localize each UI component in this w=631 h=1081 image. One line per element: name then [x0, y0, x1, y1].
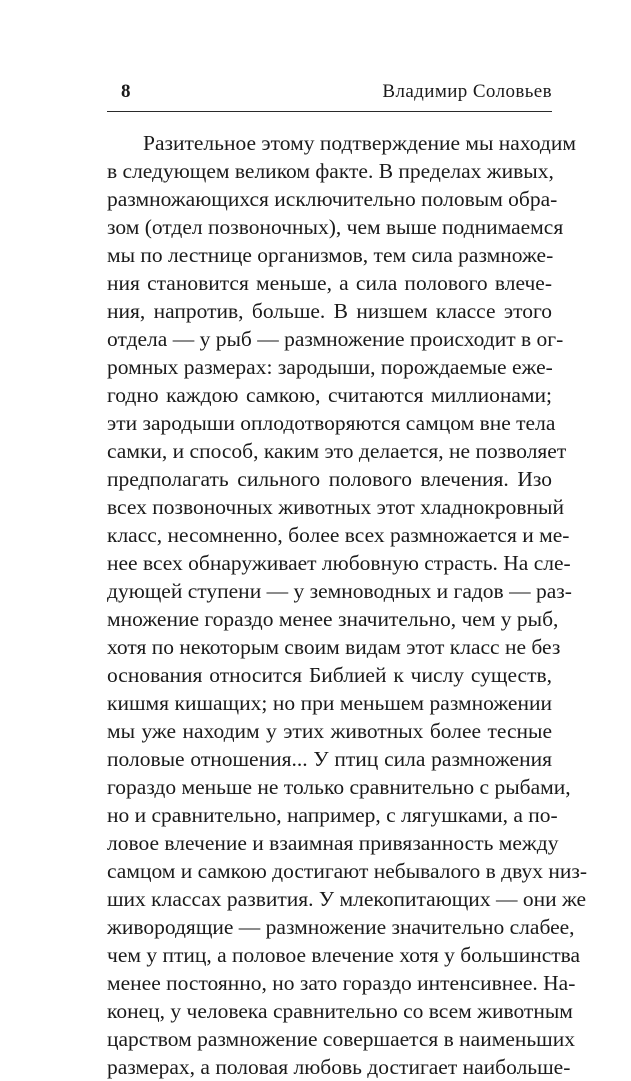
text-line: размножающихся исключительно половым обра-	[107, 187, 558, 211]
running-title-author: Владимир Соловьев	[382, 81, 552, 102]
text-line: эти зародыши оплодотворяются самцом вне тела	[107, 411, 556, 435]
text-line: всех позвоночных животных этот хладнокровный	[107, 495, 564, 519]
text-line: ния становится меньше, а сила полового влече-	[107, 271, 552, 295]
text-line: ния, напротив, больше. В низшем классе этого	[107, 299, 552, 323]
header-rule	[107, 111, 552, 112]
text-line: зом (отдел позвоночных), чем выше поднимаемся	[107, 215, 564, 239]
text-line: нее всех обнаруживает любовную страсть. На сле-	[107, 551, 571, 575]
text-line: Разительное этому подтверждение мы находим	[143, 131, 576, 155]
text-line: гораздо меньше не только сравнительно с рыбами,	[107, 775, 571, 799]
text-line: множение гораздо менее значительно, чем у рыб,	[107, 607, 559, 631]
text-line: годно каждою самкою, считаются миллионами;	[107, 383, 552, 407]
text-line: чем у птиц, а половое влечение хотя у большинства	[107, 943, 581, 967]
text-line: мы по лестнице организмов, тем сила размноже-	[107, 243, 554, 267]
text-line: основания относится Библией к числу существ,	[107, 663, 552, 687]
text-line: но и сравнительно, например, с лягушками, а по-	[107, 803, 558, 827]
text-line: класс, несомненно, более всех размножается и ме-	[107, 523, 570, 547]
text-line: половые отношения... У птиц сила размножения	[107, 747, 552, 771]
text-line: хотя по некоторым своим видам этот класс не без	[107, 635, 561, 659]
text-line: мы уже находим у этих животных более тесные	[107, 719, 552, 743]
text-line: живородящие — размножение значительно слабее,	[107, 915, 575, 939]
body-text	[107, 129, 588, 1081]
text-line: ромных размерах: зародыши, порождаемые еже-	[107, 355, 553, 379]
page-number: 8	[121, 81, 131, 102]
text-line: самцом и самкою достигают небывалого в двух низ-	[107, 859, 588, 883]
text-line: ловое влечение и взаимная привязанность между	[107, 831, 559, 855]
text-line: менее постоянно, но зато гораздо интенсивнее. На-	[107, 971, 576, 995]
text-line: размерах, а половая любовь достигает наибольше-	[107, 1055, 571, 1079]
text-line: конец, у человека сравнительно со всем животным	[107, 999, 573, 1023]
running-head	[107, 80, 552, 108]
text-line: кишмя кишащих; но при меньшем размножении	[107, 691, 552, 715]
text-line: отдела — у рыб — размножение происходит в ог-	[107, 327, 564, 351]
text-line: предполагать сильного полового влечения. Изо	[107, 467, 552, 491]
text-line: самки, и способ, каким это делается, не позволяет	[107, 439, 567, 463]
text-line: царством размножение совершается в наименьших	[107, 1027, 575, 1051]
text-line: в следующем великом факте. В пределах живых,	[107, 159, 554, 183]
text-line: ших классах развития. У млекопитающих — они же	[107, 887, 587, 911]
text-line: дующей ступени — у земноводных и гадов — раз-	[107, 579, 572, 603]
